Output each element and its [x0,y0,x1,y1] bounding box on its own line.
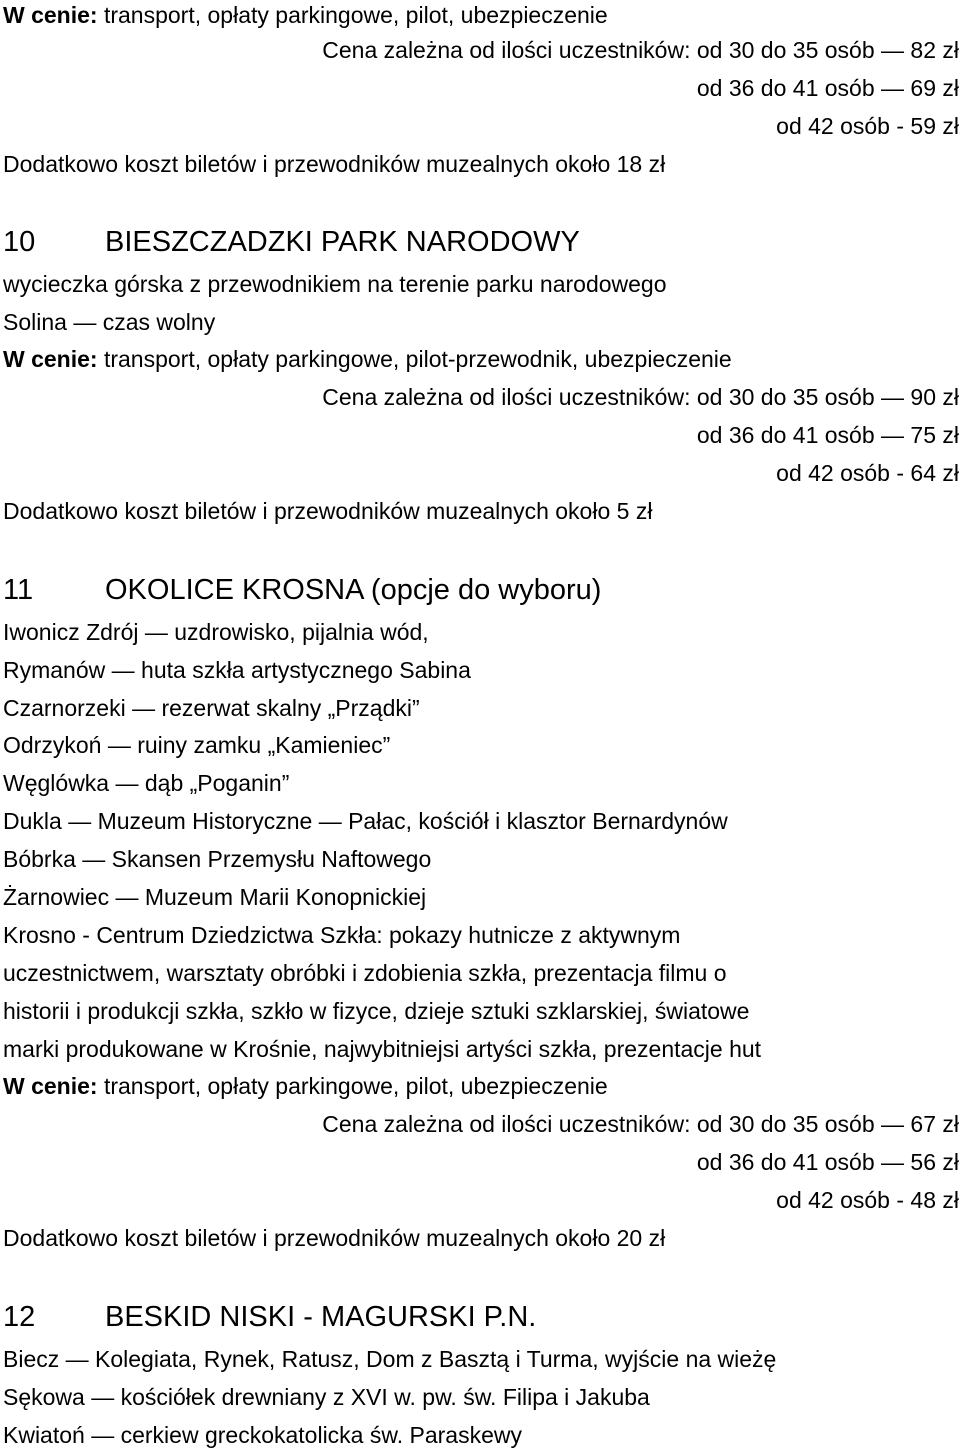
section-10-price-line-2: od 36 do 41 osób — 75 zł [696,422,959,448]
section-11-line-10: uczestnictwem, warsztaty obróbki i zdobienia szkła, prezentacja filmu o [3,960,727,986]
section-title: OKOLICE KROSNA (opcje do wyboru) [105,574,602,606]
section-11-line-2: Rymanów — huta szkła artystycznego Sabina [3,657,471,683]
top-price-line-3: od 42 osób - 59 zł [776,113,959,139]
section-11-line-12: marki produkowane w Krośnie, najwybitniejsi artyści szkła, prezentacje hut [3,1036,762,1062]
section-11-line-4: Odrzykoń — ruiny zamku „Kamieniec” [3,732,391,758]
top-price-line-2: od 36 do 41 osób — 69 zł [696,75,959,101]
section-11-line-7: Bóbrka — Skansen Przemysłu Naftowego [3,846,432,872]
section-10-line-2: Solina — czas wolny [3,309,216,335]
section-11-line-3: Czarnorzeki — rezerwat skalny „Prządki” [3,695,420,721]
section-11-line-8: Żarnowiec — Muzeum Marii Konopnickiej [3,884,427,910]
included-label: W cenie: [3,2,98,28]
section-12-line-3: Kwiatoń — cerkiew greckokatolicka św. Paraskewy [3,1422,522,1448]
section-10-extra-cost: Dodatkowo koszt biletów i przewodników muzealnych około 5 zł [3,498,653,524]
section-number: 12 [3,1301,36,1333]
top-price-line-1: Cena zależna od ilości uczestników: od 30 do 35 osób — 82 zł [322,37,959,63]
section-11-line-9: Krosno - Centrum Dziedzictwa Szkła: pokazy hutnicze z aktywnym [3,922,681,948]
section-11-price-line-2: od 36 do 41 osób — 56 zł [696,1149,959,1175]
section-12-heading [3,1299,536,1335]
section-12-line-1: Biecz — Kolegiata, Rynek, Ratusz, Dom z Basztą i Turma, wyjście na wieżę [3,1346,777,1372]
section-12-line-2: Sękowa — kościółek drewniany z XVI w. pw. św. Filipa i Jakuba [3,1384,650,1410]
section-11-line-5: Węglówka — dąb „Poganin” [3,770,290,796]
section-number: 11 [3,574,34,606]
top-extra-cost: Dodatkowo koszt biletów i przewodników muzealnych około 18 zł [3,151,666,177]
section-10-line-1: wycieczka górska z przewodnikiem na terenie parku narodowego [3,271,667,297]
section-11-included-line [3,1071,608,1101]
section-number: 10 [3,226,36,258]
included-label: W cenie: [3,1073,98,1099]
section-11-line-1: Iwonicz Zdrój — uzdrowisko, pijalnia wód, [3,619,429,645]
included-label: W cenie: [3,346,98,372]
included-text: transport, opłaty parkingowe, pilot, ubezpieczenie [97,1073,608,1099]
included-text: transport, opłaty parkingowe, pilot, ubezpieczenie [97,2,608,28]
section-10-heading [3,224,580,260]
section-11-price-line-3: od 42 osób - 48 zł [776,1187,959,1213]
section-11-heading [3,572,601,608]
included-text: transport, opłaty parkingowe, pilot-przewodnik, ubezpieczenie [97,346,732,372]
section-10-included-line [3,344,732,374]
section-11-price-line-1: Cena zależna od ilości uczestników: od 30 do 35 osób — 67 zł [322,1111,959,1137]
section-11-line-6: Dukla — Muzeum Historyczne — Pałac, kościół i klasztor Bernardynów [3,808,728,834]
section-11-extra-cost: Dodatkowo koszt biletów i przewodników muzealnych około 20 zł [3,1225,666,1251]
top-included-line [3,0,608,30]
section-title: BESKID NISKI - MAGURSKI P.N. [105,1301,537,1333]
section-title: BIESZCZADZKI PARK NARODOWY [105,226,580,258]
section-10-price-line-3: od 42 osób - 64 zł [776,460,959,486]
section-11-line-11: historii i produkcji szkła, szkło w fizyce, dzieje sztuki szklarskiej, światowe [3,998,750,1024]
section-10-price-line-1: Cena zależna od ilości uczestników: od 30 do 35 osób — 90 zł [322,384,959,410]
